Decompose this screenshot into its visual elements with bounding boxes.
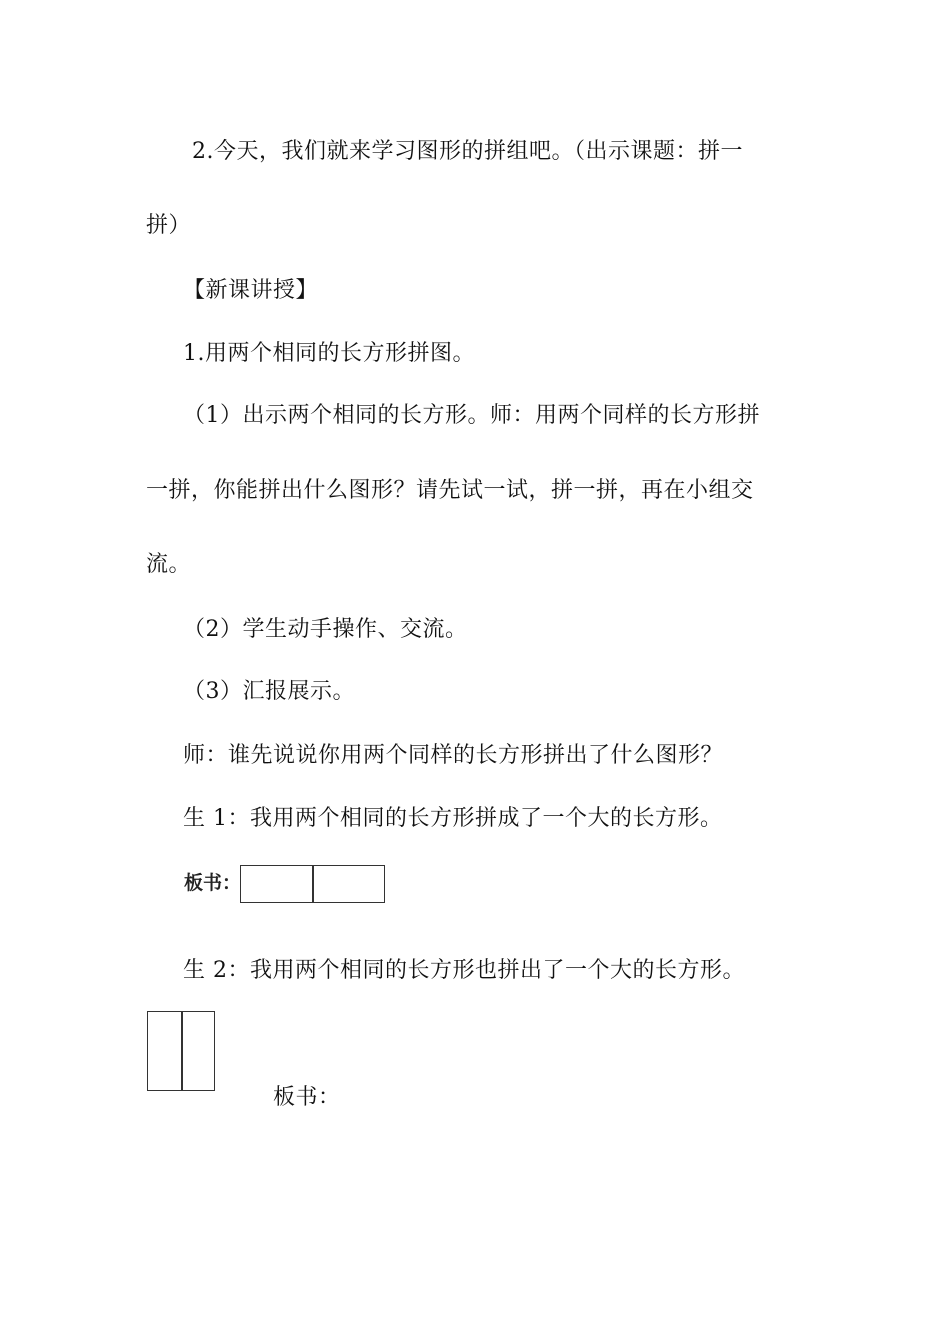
teacher-question: 师：谁先说说你用两个同样的长方形拼出了什么图形？	[183, 743, 724, 768]
step1-title: 1.用两个相同的长方形拼图。	[183, 341, 475, 366]
step1-2: （2）学生动手操作、交流。	[183, 617, 468, 642]
section-heading: 【新课讲授】	[183, 278, 319, 303]
step1-1-line1: （1）出示两个相同的长方形。师：用两个同样的长方形拼	[183, 403, 760, 428]
student1-answer: 生 1：我用两个相同的长方形拼成了一个大的长方形。	[183, 806, 723, 831]
step1-1-line2: 一拼，你能拼出什么图形？请先试一试，拼一拼，再在小组交	[146, 478, 754, 503]
step1-3: （3）汇报展示。	[183, 679, 355, 704]
rectangle-divider	[312, 866, 314, 902]
step1-1-line3: 流。	[146, 552, 192, 577]
board1-label: 板书：	[184, 872, 242, 894]
student2-answer: 生 2：我用两个相同的长方形也拼出了一个大的长方形。	[183, 958, 745, 983]
horizontal-rectangle-pair-figure	[240, 865, 385, 903]
board2-label: 板书：	[273, 1085, 341, 1110]
paragraph-intro-line2: 拼）	[146, 213, 192, 238]
rectangle-divider	[181, 1012, 183, 1090]
paragraph-intro-line1: 2.今天，我们就来学习图形的拼组吧。（出示课题：拼一	[192, 139, 743, 164]
vertical-rectangle-pair-figure	[147, 1011, 215, 1091]
